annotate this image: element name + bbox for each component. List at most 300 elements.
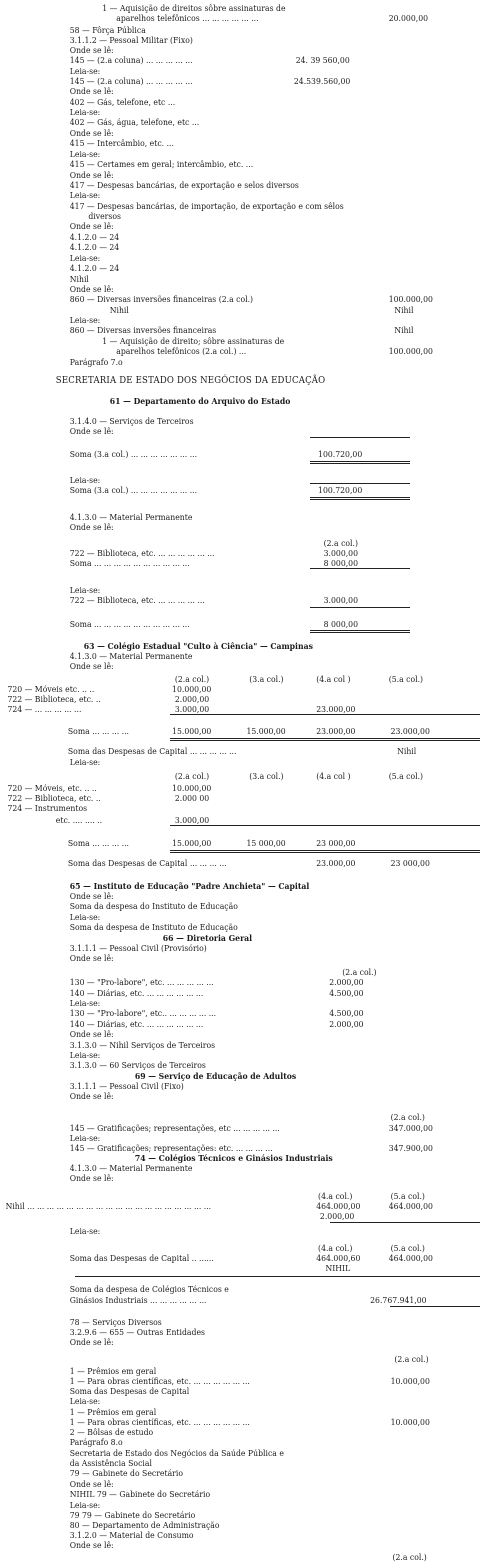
text-segment: 58 — Fôrça Pública (69, 25, 146, 35)
text-segment: Soma das Despesas de Capital ... ... ... ... (67, 858, 227, 868)
text-line (0, 1040, 449, 1050)
text-segment: Leia-se: (69, 253, 101, 263)
text-line (0, 25, 449, 35)
text-segment: Onde se lê: (69, 128, 114, 138)
text-segment: 63 — Colégio Estadual "Culto à Ciência" — Campinas (83, 641, 313, 651)
text-segment: Soma ... ... ... ... ... ... ... ... ... ... (69, 558, 190, 568)
text-segment: 80 — Departamento de Administração (69, 1520, 220, 1530)
text-line (0, 1191, 449, 1201)
text-line (0, 1008, 449, 1018)
text-segment: Leia-se: (69, 1226, 101, 1236)
text-segment: Soma da despesa do Instituto de Educação (69, 901, 238, 911)
text-segment: 2.000,00 (174, 694, 210, 704)
text-segment: 1 — Para obras científicas, etc. ... ... ... ... ... ... (69, 1417, 250, 1427)
text-segment: (2.a col.) (174, 674, 210, 684)
text-line (0, 1540, 449, 1550)
text-line (0, 221, 449, 231)
text-line (0, 684, 449, 694)
text-segment: Secretaria de Estado dos Negócios da Saúde Pública e (69, 1448, 284, 1458)
text-line (0, 35, 449, 45)
rule-double (170, 850, 480, 853)
text-segment: Leia-se: (69, 1396, 101, 1406)
text-line (0, 315, 449, 325)
text-segment: 415 — Intercâmbio, etc. ... (69, 138, 174, 148)
text-segment: 722 — Biblioteca, etc. ... ... ... ... ... (69, 595, 205, 605)
text-segment: 145 — (2.a coluna) ... ... ... ... ... (69, 55, 193, 65)
text-segment: 4.1.2.0 — 24 (69, 242, 120, 252)
text-segment: Nihil (394, 325, 414, 335)
text-line (0, 548, 449, 558)
text-segment: 4.1.3.0 — Material Permanente (69, 512, 193, 522)
text-segment: 69 — Serviço de Educação de Adultos (134, 1071, 297, 1081)
text-line (0, 117, 449, 127)
text-line (0, 1153, 449, 1163)
text-segment: Leia-se: (69, 107, 101, 117)
text-segment: Onde se lê: (69, 661, 114, 671)
text-line (0, 1091, 449, 1101)
rule-line (170, 825, 480, 826)
text-line (0, 1427, 449, 1437)
text-segment: 15.000,00 (172, 726, 212, 736)
text-segment: Onde se lê: (69, 1029, 114, 1039)
text-segment: 722 — Biblioteca, etc. .. (7, 793, 101, 803)
rule-double (310, 461, 410, 464)
text-line (0, 1448, 449, 1458)
rule-line (310, 607, 410, 608)
rule-line (310, 483, 410, 484)
text-segment: 130 — "Pro-labore", etc.. ... ... ... ... ... (69, 1008, 217, 1018)
text-segment: 3.1.2.0 — Material de Consumo (69, 1530, 194, 1540)
text-segment: 10.000,00 (172, 783, 212, 793)
text-segment: 4.1.3.0 — Material Permanente (69, 651, 193, 661)
text-line (0, 128, 449, 138)
rule-line (170, 714, 480, 715)
text-segment: 724 — ... ... ... ... ... (7, 704, 82, 714)
text-segment: 2.000,00 (329, 1019, 364, 1029)
text-line (0, 97, 449, 107)
text-segment: Onde se lê: (69, 891, 114, 901)
text-segment: 402 — Gás, telefone, etc ... (69, 97, 176, 107)
text-line (0, 953, 449, 963)
text-segment: Leia-se: (69, 475, 101, 485)
text-segment: 26.767.941,00 (370, 1295, 427, 1305)
text-line (0, 1468, 449, 1478)
text-line (0, 1458, 449, 1468)
text-line (0, 1530, 449, 1540)
text-segment: 23.000,00 (316, 858, 356, 868)
text-segment: 23.000,00 (316, 704, 356, 714)
text-segment: 10.000,00 (390, 1417, 430, 1427)
text-line (0, 1263, 449, 1273)
text-segment: (4.a col ) (316, 771, 351, 781)
text-segment: 2.000 00 (174, 793, 210, 803)
text-segment: 415 — Certames em geral; intercâmbio, etc. ... (69, 159, 254, 169)
text-segment: NIHIL 79 — Gabinete do Secretário (69, 1489, 211, 1499)
text-segment: Soma das Despesas de Capital (69, 1386, 190, 1396)
text-line (0, 201, 449, 211)
text-segment: 1 — Prêmios em geral (69, 1407, 157, 1417)
text-segment: 10.000,00 (172, 684, 212, 694)
text-segment: Nihil (397, 746, 417, 756)
text-line (0, 211, 449, 221)
text-line (0, 13, 449, 23)
text-segment: 78 — Serviços Diversos (69, 1317, 162, 1327)
text-segment: 3.000,00 (174, 704, 210, 714)
text-segment: Soma ... ... ... ... (67, 838, 129, 848)
text-line (0, 66, 449, 76)
text-segment: 3.000,00 (323, 595, 359, 605)
text-line (0, 595, 449, 605)
text-line (0, 1226, 449, 1236)
text-segment: Onde se lê: (69, 1337, 114, 1347)
text-segment: Onde se lê: (69, 1173, 114, 1183)
text-segment: 4.1.2.0 — 24 (69, 263, 120, 273)
text-line (0, 1201, 449, 1211)
text-segment: Parágrafo 7.o (69, 357, 123, 367)
text-line (0, 881, 449, 891)
text-line (0, 325, 449, 335)
text-line (0, 757, 449, 767)
text-line (0, 674, 449, 684)
text-line (0, 284, 449, 294)
text-line (0, 998, 449, 1008)
text-line (0, 558, 449, 568)
text-segment: (5.a col.) (390, 1191, 425, 1201)
text-segment: 2 — Bôlsas de estudo (69, 1427, 154, 1437)
text-segment: 724 — Instrumentos (7, 803, 88, 813)
text-line (0, 1029, 449, 1039)
text-line (0, 538, 449, 548)
text-line (0, 1284, 449, 1294)
text-line (0, 922, 449, 932)
text-segment: 3.000,00 (174, 815, 210, 825)
text-segment: 1 — Aquisição de direitos sôbre assinaturas de (102, 3, 286, 13)
text-segment: 8 000,00 (323, 619, 359, 629)
text-segment: (5.a col.) (390, 1243, 425, 1253)
text-segment: da Assistência Social (69, 1458, 152, 1468)
text-line (0, 858, 449, 868)
text-segment: 23.000,00 (316, 726, 356, 736)
text-line (0, 1071, 449, 1081)
text-line (0, 263, 449, 273)
text-line (0, 1211, 449, 1221)
text-segment: Soma (3.a col.) ... ... ... ... ... ... ... (69, 485, 198, 495)
text-segment: 145 — Gratificações; representações, etc ... ... ... ... ... (69, 1123, 280, 1133)
text-line (0, 1163, 449, 1173)
text-segment: 23 000,00 (316, 838, 356, 848)
text-line (0, 1437, 449, 1447)
text-line (0, 694, 449, 704)
text-segment: 464.000,00 (316, 1201, 361, 1211)
text-segment: Onde se lê: (69, 45, 114, 55)
text-segment: 145 — (2.a coluna) ... ... ... ... ... (69, 76, 193, 86)
text-segment: 347.000,00 (388, 1123, 433, 1133)
text-line (0, 977, 449, 987)
text-line (0, 336, 449, 346)
text-line (0, 585, 449, 595)
text-line (0, 1376, 449, 1386)
text-line (0, 107, 449, 117)
text-line (0, 416, 449, 426)
text-segment: Leia-se: (69, 149, 101, 159)
text-line (0, 1317, 449, 1327)
text-line (0, 274, 449, 284)
text-segment: SECRETARIA DE ESTADO DOS NEGÓCIOS DA EDUCAÇÃO (55, 375, 326, 386)
text-segment: diversos (88, 211, 121, 221)
text-line (0, 149, 449, 159)
text-line (0, 512, 449, 522)
text-segment: 100.000,00 (388, 294, 433, 304)
rule-double (310, 630, 410, 633)
text-segment: 464.000,60 (316, 1253, 361, 1263)
text-segment: NIHIL (325, 1263, 351, 1273)
text-line (0, 1407, 449, 1417)
rule-line (75, 1276, 480, 1277)
text-segment: Onde se lê: (69, 522, 114, 532)
text-segment: (5.a col.) (388, 771, 424, 781)
text-segment: 24.539.560,00 (293, 76, 351, 86)
text-segment: Onde se lê: (69, 86, 114, 96)
text-line (0, 138, 449, 148)
text-line (0, 1133, 449, 1143)
text-segment: Onde se lê: (69, 1091, 114, 1101)
text-segment: Nihil (69, 274, 89, 284)
text-segment: Leia-se: (69, 66, 101, 76)
text-segment: Onde se lê: (69, 1479, 114, 1489)
text-line (0, 1520, 449, 1530)
text-line (0, 803, 449, 813)
text-line (0, 1295, 449, 1305)
text-segment: 3.000,00 (323, 548, 359, 558)
text-segment: (3.a col.) (249, 674, 284, 684)
text-line (0, 1143, 449, 1153)
text-line (0, 901, 449, 911)
text-line (0, 661, 449, 671)
text-segment: 79 79 — Gabinete do Secretário (69, 1510, 196, 1520)
rule-line (330, 1222, 480, 1223)
text-segment: 140 — Diárias, etc. ... ... ... ... ... ... (69, 1019, 204, 1029)
text-line (0, 1354, 449, 1364)
text-line (0, 838, 449, 848)
text-line (0, 1173, 449, 1183)
text-line (0, 988, 449, 998)
text-segment: (2.a col.) (394, 1354, 429, 1364)
text-segment: (3.a col.) (249, 771, 284, 781)
text-segment: 15.000,00 (172, 838, 212, 848)
text-line (0, 1510, 449, 1520)
text-line (0, 357, 449, 367)
text-segment: (5.a col.) (388, 674, 424, 684)
text-segment: Soma das Despesas de Capital .. ...... (69, 1253, 214, 1263)
text-line (0, 619, 449, 629)
text-segment: Onde se lê: (69, 284, 114, 294)
text-segment: Nihil (109, 305, 129, 315)
text-segment: Soma (3.a col.) ... ... ... ... ... ... ... (69, 449, 198, 459)
text-line (0, 449, 449, 459)
text-line (0, 376, 449, 386)
text-line (0, 253, 449, 263)
text-segment: Soma ... ... ... ... ... ... ... ... ... ... (69, 619, 190, 629)
text-line (0, 1386, 449, 1396)
text-segment: Soma ... ... ... ... (67, 726, 129, 736)
text-line (0, 1337, 449, 1347)
text-segment: Parágrafo 8.o (69, 1437, 123, 1447)
text-segment: Leia-se: (69, 1050, 101, 1060)
text-segment: Nihil (394, 305, 414, 315)
text-line (0, 771, 449, 781)
text-segment: (2.a col.) (342, 967, 377, 977)
text-segment: 3.1.3.0 — 60 Serviços de Terceiros (69, 1060, 206, 1070)
text-line (0, 704, 449, 714)
rule-line (310, 568, 410, 569)
text-segment: 61 — Departamento do Arquivo do Estado (109, 396, 291, 406)
text-segment: 4.1.3.0 — Material Permanente (69, 1163, 193, 1173)
text-segment: 23 000,00 (390, 858, 430, 868)
text-segment: (4.a col.) (318, 1243, 353, 1253)
text-line (0, 485, 449, 495)
text-segment: 20.000,00 (388, 13, 429, 23)
text-line (0, 1500, 449, 1510)
text-line (0, 641, 449, 651)
text-segment: 65 — Instituto de Educação "Padre Anchieta" — Capital (69, 881, 310, 891)
text-line (0, 1396, 449, 1406)
text-line (0, 190, 449, 200)
text-segment: Ginásios Industriais ... ... ... ... ... ... (69, 1295, 207, 1305)
text-segment: 66 — Diretoria Geral (162, 933, 253, 943)
text-segment: 15.000,00 (246, 726, 286, 736)
text-segment: 74 — Colégios Técnicos e Ginásios Industriais (134, 1153, 333, 1163)
text-line (0, 426, 449, 436)
text-segment: 1 — Aquisição de direito; sôbre assinaturas de (102, 336, 285, 346)
text-segment: 1 — Prêmios em geral (69, 1366, 157, 1376)
text-segment: 10.000,00 (390, 1376, 430, 1386)
text-segment: Onde se lê: (69, 170, 114, 180)
text-segment: 464.000,00 (388, 1253, 433, 1263)
text-line (0, 967, 449, 977)
text-line (0, 294, 449, 304)
text-line (0, 242, 449, 252)
text-line (0, 1327, 449, 1337)
text-segment: 3.1.1.1 — Pessoal Civil (Provisório) (69, 943, 207, 953)
text-segment: 79 — Gabinete do Secretário (69, 1468, 183, 1478)
text-line (0, 1253, 449, 1263)
text-segment: 100.720,00 (318, 485, 363, 495)
text-segment: Leia-se: (69, 912, 101, 922)
text-segment: Onde se lê: (69, 1540, 114, 1550)
text-line (0, 912, 449, 922)
text-line (0, 793, 449, 803)
text-segment: 3.1.3.0 — Nihil Serviços de Terceiros (69, 1040, 216, 1050)
rule-double (170, 738, 480, 741)
text-segment: aparelhos telefônicos (2.a col.) ... (116, 346, 247, 356)
text-segment: 100.720,00 (318, 449, 363, 459)
text-segment: (4.a col.) (318, 1191, 353, 1201)
text-segment: 860 — Diversas inversões financeiras (2.a col.) (69, 294, 254, 304)
text-segment: 3.1.4.0 — Serviços de Terceiros (69, 416, 194, 426)
text-segment: 417 — Despesas bancárias, de importação, de exportação e com sêlos (69, 201, 344, 211)
text-segment: 417 — Despesas bancárias, de exportação e selos diversos (69, 180, 299, 190)
text-segment: Soma da despesa de Colégios Técnicos e (69, 1284, 229, 1294)
text-segment: 3.1.1.2 — Pessoal Militar (Fixo) (69, 35, 193, 45)
text-line (0, 346, 449, 356)
text-segment: 720 — Móveis etc. .. .. (7, 684, 95, 694)
text-segment: Leia-se: (69, 1133, 101, 1143)
text-line (0, 783, 449, 793)
text-segment: 4.500,00 (329, 988, 364, 998)
text-segment: 145 — Gratificações; representações: etc. ... ... ... ... (69, 1143, 273, 1153)
text-segment: 2.000,00 (329, 977, 364, 987)
text-segment: Leia-se: (69, 998, 101, 1008)
text-segment: 24. 39 560,00 (295, 55, 350, 65)
text-segment: 3.2.9.6 — 655 — Outras Entidades (69, 1327, 205, 1337)
text-segment: 402 — Gás, água, telefone, etc ... (69, 117, 200, 127)
text-line (0, 1479, 449, 1489)
text-line (0, 1050, 449, 1060)
text-segment: Onde se lê: (69, 221, 114, 231)
text-segment: 4.500,00 (329, 1008, 364, 1018)
text-segment: 464.000,00 (388, 1201, 433, 1211)
text-segment: etc. .... .... .. (55, 815, 103, 825)
text-line (0, 45, 449, 55)
text-line (0, 3, 449, 13)
text-segment: 23.000,00 (390, 726, 430, 736)
text-segment: 722 — Biblioteca, etc. ... ... ... ... ... ... (69, 548, 215, 558)
text-line (0, 1112, 449, 1122)
text-line (0, 159, 449, 169)
text-line (0, 55, 449, 65)
text-segment: Soma das Despesas de Capital ... ... ... ... ... (67, 746, 237, 756)
text-segment: (2.a col.) (392, 1552, 427, 1562)
text-line (0, 1489, 449, 1499)
text-segment: (2.a col.) (323, 538, 358, 548)
text-segment: Soma da despesa de Instituto de Educação (69, 922, 238, 932)
text-line (0, 76, 449, 86)
rule-double (310, 497, 410, 500)
text-line (0, 1081, 449, 1091)
text-line (0, 651, 449, 661)
text-line (0, 1243, 449, 1253)
text-segment: 722 — Biblioteca, etc. .. (7, 694, 101, 704)
text-segment: 8 000,00 (323, 558, 359, 568)
text-segment: 720 — Móveis, etc. .. .. (7, 783, 97, 793)
rule-line (390, 1306, 480, 1307)
text-segment: Onde se lê: (69, 426, 114, 436)
text-segment: Leia-se: (69, 585, 101, 595)
text-line (0, 1417, 449, 1427)
text-line (0, 933, 449, 943)
text-segment: 1 — Para obras científicas, etc. ... ... ... ... ... ... (69, 1376, 250, 1386)
text-segment: (2.a col.) (390, 1112, 425, 1122)
text-segment: Leia-se: (69, 190, 101, 200)
text-line (0, 232, 449, 242)
text-line (0, 1019, 449, 1029)
text-line (0, 726, 449, 736)
rule-line (310, 437, 410, 438)
text-segment: 347.900,00 (388, 1143, 433, 1153)
text-segment: Nihil ... ... ... ... ... ... ... ... ... ... ... ... ... ... ... ... ... ... ... (5, 1201, 212, 1211)
text-segment: Leia-se: (69, 315, 101, 325)
text-line (0, 86, 449, 96)
text-line (0, 891, 449, 901)
text-segment: Leia-se: (69, 757, 101, 767)
text-line (0, 305, 449, 315)
text-line (0, 522, 449, 532)
text-segment: 2.000,00 (319, 1211, 355, 1221)
text-segment: (4.a col ) (316, 674, 351, 684)
text-line (0, 1366, 449, 1376)
text-segment: 15 000,00 (246, 838, 286, 848)
text-segment: Onde se lê: (69, 953, 114, 963)
